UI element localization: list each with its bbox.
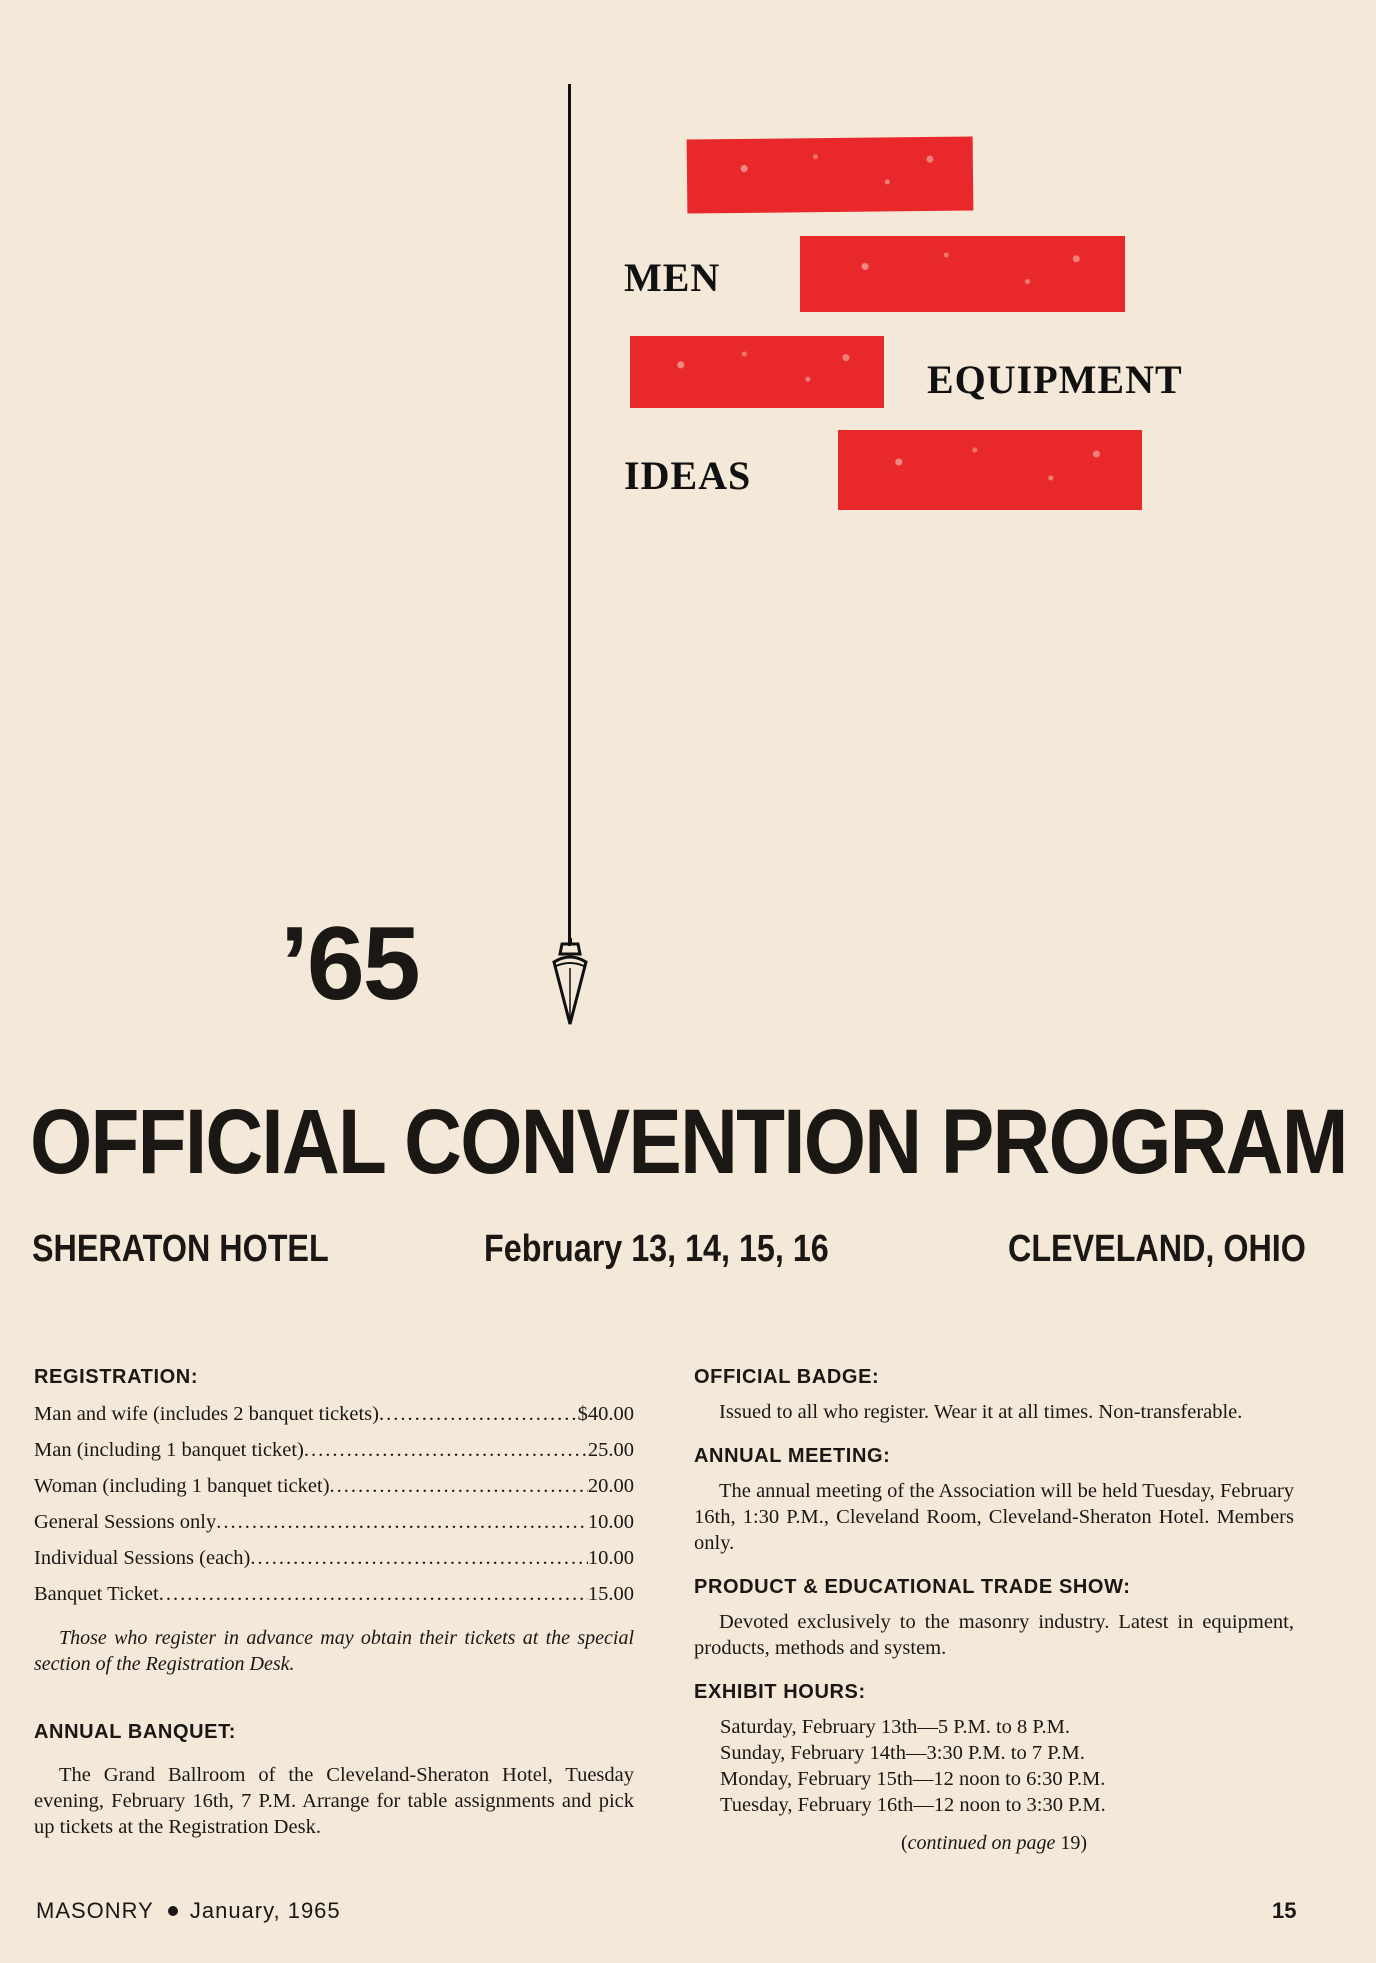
fee-label: Banquet Ticket [34,1583,159,1605]
fee-value: 25.00 [587,1439,634,1461]
leader-dots [250,1547,588,1570]
bullet-icon [168,1906,178,1916]
continued-page: 19 [1060,1832,1081,1854]
leader-dots [159,1583,588,1606]
red-brick-1 [687,137,974,214]
word-ideas: IDEAS [624,453,752,498]
word-equipment: EQUIPMENT [927,357,1183,402]
exhibit-hours-line: Tuesday, February 16th—12 noon to 3:30 P.M. [720,1794,1106,1816]
exhibit-hours-line: Monday, February 15th—12 noon to 6:30 P.M. [720,1768,1106,1790]
banquet-heading: ANNUAL BANQUET: [34,1721,236,1743]
fee-label: General Sessions only [34,1511,217,1533]
fee-value: 10.00 [587,1511,634,1533]
fee-row [34,1511,634,1547]
red-brick-3 [630,336,884,408]
fee-value: 20.00 [587,1475,634,1497]
fee-label: Man and wife (includes 2 banquet tickets) [34,1403,379,1425]
fee-list [34,1403,634,1619]
page-number: 15 [1272,1898,1297,1923]
meeting-heading: ANNUAL MEETING: [694,1445,891,1467]
issue-date: January, 1965 [189,1898,341,1923]
fee-value: $40.00 [577,1403,634,1425]
exhibit-hours-line: Sunday, February 14th—3:30 P.M. to 7 P.M. [720,1742,1085,1764]
fee-value: 10.00 [587,1547,634,1569]
year-label: ’65 [280,906,419,1022]
red-brick-4 [838,430,1142,510]
trade-show-text: Devoted exclusively to the masonry industry. Latest in equipment, products, methods and system. [694,1611,1294,1659]
dates-label: February 13, 14, 15, 16 [484,1228,829,1270]
fee-row [34,1547,634,1583]
exhibit-heading: EXHIBIT HOURS: [694,1681,866,1703]
continued-label: continued on page [907,1832,1056,1854]
magazine-name: MASONRY [36,1898,154,1923]
fee-label: Man (including 1 banquet ticket) [34,1439,304,1461]
right-column [694,1366,1294,1855]
leader-dots [304,1439,588,1462]
plumb-line [568,84,571,946]
badge-text: Issued to all who register. Wear it at all times. Non-transferable. [719,1401,1243,1423]
fee-row [34,1439,634,1475]
leader-dots [216,1511,588,1534]
word-men: MEN [624,255,721,300]
page-title: OFFICIAL CONVENTION PROGRAM [30,1091,1347,1193]
meeting-text: The annual meeting of the Association will be held Tuesday, February 16th, 1:30 P.M., Cleveland Room, Cleveland-Sheraton Hotel. Members only. [694,1480,1294,1554]
fee-label: Individual Sessions (each) [34,1547,251,1569]
banquet-text: The Grand Ballroom of the Cleveland-Sheraton Hotel, Tuesday evening, February 16th, 7 P.M. Arrange for table assignments and pick up tickets at the Registration Desk. [34,1764,634,1838]
leader-dots [330,1475,588,1498]
left-column [34,1366,634,1840]
fee-row [34,1403,634,1439]
badge-heading: OFFICIAL BADGE: [694,1366,880,1388]
registration-heading: REGISTRATION: [34,1366,199,1388]
fee-row [34,1583,634,1619]
continued-note: (continued on page 19) [900,1832,1088,1854]
fee-row [34,1475,634,1511]
plumb-bob-icon [548,938,592,1030]
fee-value: 15.00 [587,1583,634,1605]
footer-masthead [36,1898,341,1924]
exhibit-hours-line: Saturday, February 13th—5 P.M. to 8 P.M. [720,1716,1071,1738]
fee-label: Woman (including 1 banquet ticket) [34,1475,330,1497]
leader-dots [379,1403,578,1426]
registration-note: Those who register in advance may obtain their tickets at the special section of the Registration Desk. [34,1627,634,1675]
red-brick-2 [800,236,1125,312]
trade-show-heading: PRODUCT & EDUCATIONAL TRADE SHOW: [694,1576,1131,1598]
location-label: CLEVELAND, OHIO [1008,1228,1306,1270]
venue-label: SHERATON HOTEL [32,1228,329,1270]
